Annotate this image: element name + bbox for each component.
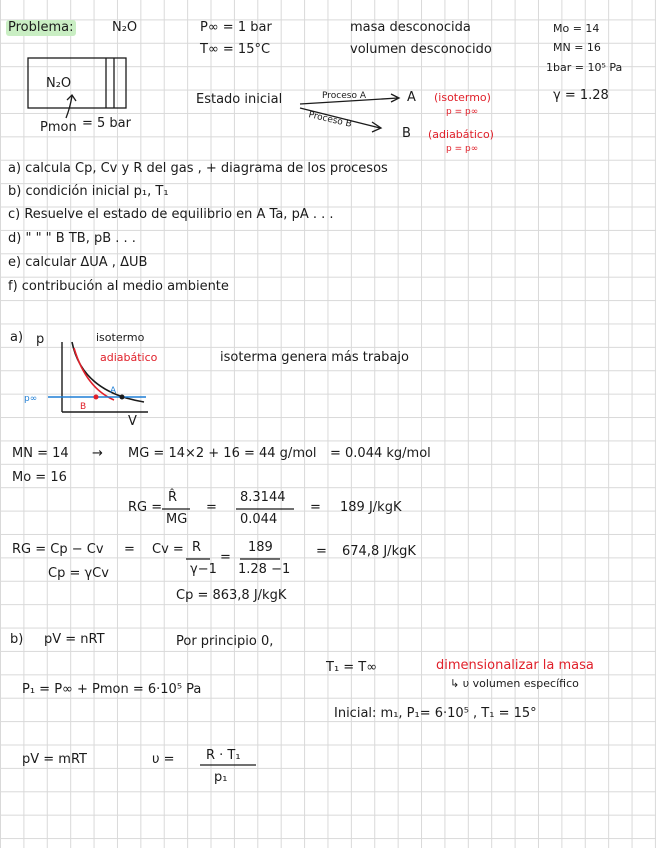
mn-value: MN = 16: [553, 41, 601, 54]
isoterma-note: isoterma genera más trabajo: [220, 350, 409, 365]
mn-line: MN = 14: [12, 446, 69, 461]
t-inf: T∞ = 15°C: [200, 42, 271, 57]
p-inf: P∞ = 1 bar: [200, 20, 272, 35]
proceso-b-label: Proceso B: [307, 110, 353, 130]
pv-nrt: pV = nRT: [44, 632, 105, 647]
question-c: c) Resuelve el estado de equilibrio en A Ta, pA . . .: [8, 207, 334, 222]
pmon-label: Pmon: [40, 120, 77, 135]
volumen-especifico-note: ↳ υ volumen específico: [450, 677, 579, 690]
mo-value: Mo = 14: [553, 22, 600, 35]
question-a: a) calcula Cp, Cv y R del gas , + diagrama de los procesos: [8, 161, 388, 176]
mo-line: Mo = 16: [12, 470, 67, 485]
cp-gamma-cv: Cp = γCv: [48, 566, 109, 581]
v-axis-label: V: [128, 414, 137, 429]
v-den: p₁: [214, 770, 228, 785]
cv-den2: 1.28 −1: [238, 562, 291, 577]
adiabatico-label: adiabático: [100, 351, 158, 364]
cv-num: R: [192, 540, 202, 555]
b-note-pressure: p = p∞: [446, 144, 479, 154]
rg-left: RG =: [128, 500, 163, 515]
point-a-label: A: [110, 386, 117, 396]
cv-result: 674,8 J/kgK: [342, 544, 416, 559]
mg-equation: MG = 14×2 + 16 = 44 g/mol: [128, 446, 317, 461]
bar-conversion: 1bar = 10⁵ Pa: [546, 61, 623, 74]
cv-den: γ−1: [190, 562, 217, 577]
part-b-label: b): [10, 632, 24, 647]
proceso-a-label: Proceso A: [322, 91, 366, 101]
question-e: e) calcular ΔUA , ΔUB: [8, 255, 148, 270]
estado-inicial: Estado inicial: [196, 92, 283, 107]
equals-sign: =: [220, 550, 231, 565]
rg-den: MG: [166, 512, 188, 527]
arrow-symbol: →: [92, 446, 103, 461]
por-principio: Por principio 0,: [176, 634, 274, 649]
tank-label: N₂O: [46, 76, 72, 91]
state-a: A: [407, 90, 416, 105]
question-b: b) condición inicial p₁, T₁: [8, 184, 169, 199]
v-num: R · T₁: [206, 748, 241, 763]
rg-num: R̂: [168, 490, 178, 505]
problema-label: Problema:: [8, 20, 74, 35]
rg-cp-cv: RG = Cp − Cv: [12, 542, 104, 557]
cp-result: Cp = 863,8 J/kgK: [176, 588, 287, 603]
inicial-state: Inicial: m₁, P₁= 6·10⁵ , T₁ = 15°: [334, 706, 537, 721]
cv-num2: 189: [248, 540, 273, 555]
masa-desconocida: masa desconocida: [350, 20, 471, 35]
dimensionalizar-note: dimensionalizar la masa: [436, 658, 594, 673]
t1-equals-tinf: T₁ = T∞: [326, 660, 378, 675]
cv-left: Cv =: [152, 542, 184, 557]
equals-sign: =: [310, 500, 321, 515]
point-b-label: B: [80, 402, 87, 412]
b-note-adiabatico: (adiabático): [428, 128, 494, 141]
equals-sign: =: [124, 542, 135, 557]
rg-result: 189 J/kgK: [340, 500, 402, 515]
rg-den2: 0.044: [240, 512, 278, 527]
rg-num2: 8.3144: [240, 490, 286, 505]
equals-sign: =: [206, 500, 217, 515]
v-eq-left: υ =: [152, 752, 175, 767]
pmon-value: = 5 bar: [82, 116, 131, 131]
pv-mrt: pV = mRT: [22, 752, 87, 767]
part-a-label: a): [10, 330, 24, 345]
mg-kg: = 0.044 kg/mol: [330, 446, 431, 461]
a-note-pressure: p = p∞: [446, 107, 479, 117]
isotermo-label: isotermo: [96, 331, 145, 344]
a-note-isotermo: (isotermo): [434, 91, 491, 104]
gamma-value: γ = 1.28: [553, 88, 609, 103]
question-d: d) " " " B TB, pB . . .: [8, 231, 136, 246]
gas-formula: N₂O: [112, 20, 138, 35]
equals-sign: =: [316, 544, 327, 559]
state-b: B: [402, 126, 411, 141]
p1-equation: P₁ = P∞ + Pmon = 6·10⁵ Pa: [22, 682, 202, 697]
p-axis-label: p: [36, 332, 45, 347]
p-inf-label: p∞: [24, 394, 38, 404]
volumen-desconocido: volumen desconocido: [350, 42, 492, 57]
question-f: f) contribución al medio ambiente: [8, 279, 229, 294]
